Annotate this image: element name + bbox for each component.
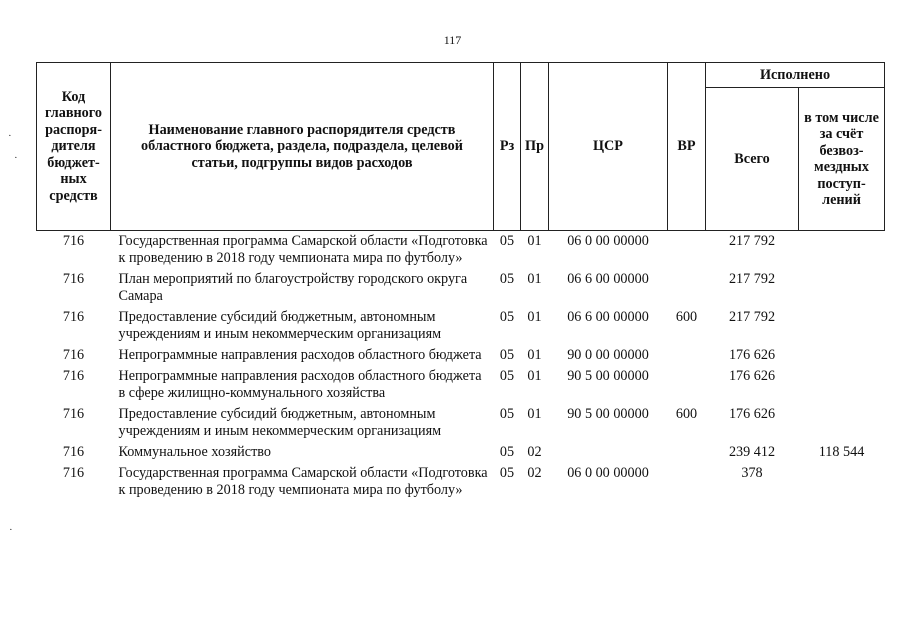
- cell-csr: 06 6 00 00000: [567, 271, 649, 287]
- cell-csr: 90 5 00 00000: [567, 368, 649, 384]
- cell-name: Предоставление субсидий бюджетным, автономным учреждениям и иным некоммерческим организациям: [118, 309, 442, 342]
- table-row: [37, 465, 885, 503]
- table-row: [37, 271, 885, 309]
- cell-rz: 05: [499, 309, 515, 325]
- cell-vr: [668, 271, 706, 309]
- scan-speck: ·: [14, 152, 18, 164]
- cell-incl: [799, 368, 885, 406]
- table-row: [37, 406, 885, 444]
- cell-code: 716: [62, 444, 85, 460]
- cell-rz: 05: [499, 465, 515, 481]
- cell-csr: 90 0 00 00000: [567, 347, 649, 363]
- cell-total: 176 626: [728, 368, 776, 384]
- cell-total: 176 626: [728, 347, 776, 363]
- cell-pr: 01: [527, 368, 542, 384]
- cell-incl: [799, 271, 885, 309]
- cell-name: Непрограммные направления расходов областного бюджета в сфере жилищно-коммунального хозяйства: [118, 368, 482, 401]
- cell-csr: [549, 444, 668, 465]
- cell-vr: [668, 231, 706, 272]
- cell-name: Предоставление субсидий бюджетным, автономным учреждениям и иным некоммерческим организациям: [118, 406, 442, 439]
- cell-rz: 05: [499, 271, 515, 287]
- cell-total: 239 412: [728, 444, 776, 460]
- cell-name: План мероприятий по благоустройству городского округа Самара: [118, 271, 468, 304]
- expenditure-table: [36, 62, 885, 503]
- cell-pr: 01: [527, 406, 542, 422]
- cell-name: Непрограммные направления расходов областного бюджета: [118, 347, 482, 363]
- cell-pr: 02: [527, 444, 542, 460]
- cell-rz: 05: [499, 368, 515, 384]
- header-vr: ВР: [668, 63, 706, 231]
- page-number: 117: [443, 33, 462, 47]
- table-row: [37, 231, 885, 272]
- cell-incl: [799, 309, 885, 347]
- cell-incl: [799, 347, 885, 368]
- table-header: [37, 63, 885, 231]
- cell-pr: 01: [527, 233, 542, 249]
- cell-vr: 600: [675, 309, 698, 325]
- header-pr: Пр: [521, 63, 549, 231]
- cell-code: 716: [62, 347, 85, 363]
- cell-vr: [668, 347, 706, 368]
- table-row: [37, 347, 885, 368]
- cell-total: 378: [741, 465, 763, 481]
- cell-name: Коммунальное хозяйство: [118, 444, 271, 460]
- cell-code: 716: [62, 271, 85, 287]
- cell-total: 217 792: [728, 233, 776, 249]
- table-row: [37, 368, 885, 406]
- cell-pr: 01: [527, 309, 542, 325]
- cell-pr: 02: [527, 465, 542, 481]
- cell-incl: [799, 231, 885, 272]
- cell-rz: 05: [499, 406, 515, 422]
- cell-csr: 06 0 00 00000: [567, 465, 649, 481]
- cell-code: 716: [62, 309, 85, 325]
- header-incl-grants: в том числе за счёт безвоз-мездных поступ-лений: [799, 88, 885, 231]
- header-executed: Исполнено: [706, 63, 885, 88]
- cell-rz: 05: [499, 444, 515, 460]
- cell-incl: [799, 406, 885, 444]
- table-row: [37, 309, 885, 347]
- cell-vr: 600: [675, 406, 698, 422]
- header-rz: Рз: [494, 63, 521, 231]
- cell-pr: 01: [527, 347, 542, 363]
- cell-vr: [668, 465, 706, 503]
- scan-speck: ·: [9, 524, 13, 536]
- header-total: Всего: [706, 88, 799, 231]
- cell-vr: [668, 444, 706, 465]
- cell-total: 176 626: [728, 406, 776, 422]
- cell-name: Государственная программа Самарской области «Подготовка к проведению в 2018 году чемпионата мира по футболу»: [118, 233, 488, 266]
- cell-rz: 05: [499, 347, 515, 363]
- cell-rz: 05: [499, 233, 515, 249]
- cell-incl: 118 544: [818, 444, 865, 460]
- table-row: [37, 444, 885, 465]
- cell-code: 716: [62, 233, 85, 249]
- cell-vr: [668, 368, 706, 406]
- cell-code: 716: [62, 406, 85, 422]
- cell-csr: 90 5 00 00000: [567, 406, 649, 422]
- table-body: [37, 231, 885, 504]
- header-csr: ЦСР: [549, 63, 668, 231]
- cell-csr: 06 0 00 00000: [567, 233, 649, 249]
- cell-name: Государственная программа Самарской области «Подготовка к проведению в 2018 году чемпионата мира по футболу»: [118, 465, 488, 498]
- header-code: Код главного распоря-дителя бюджет-ных средств: [37, 63, 111, 231]
- cell-incl: [799, 465, 885, 503]
- cell-csr: 06 6 00 00000: [567, 309, 649, 325]
- cell-total: 217 792: [728, 309, 776, 325]
- cell-code: 716: [62, 465, 85, 481]
- scan-speck: ·: [8, 130, 12, 142]
- cell-total: 217 792: [728, 271, 776, 287]
- header-name: Наименование главного распорядителя средств областного бюджета, раздела, подраздела, целевой статьи, подгруппы видов расходов: [111, 63, 494, 231]
- cell-code: 716: [62, 368, 85, 384]
- cell-pr: 01: [527, 271, 542, 287]
